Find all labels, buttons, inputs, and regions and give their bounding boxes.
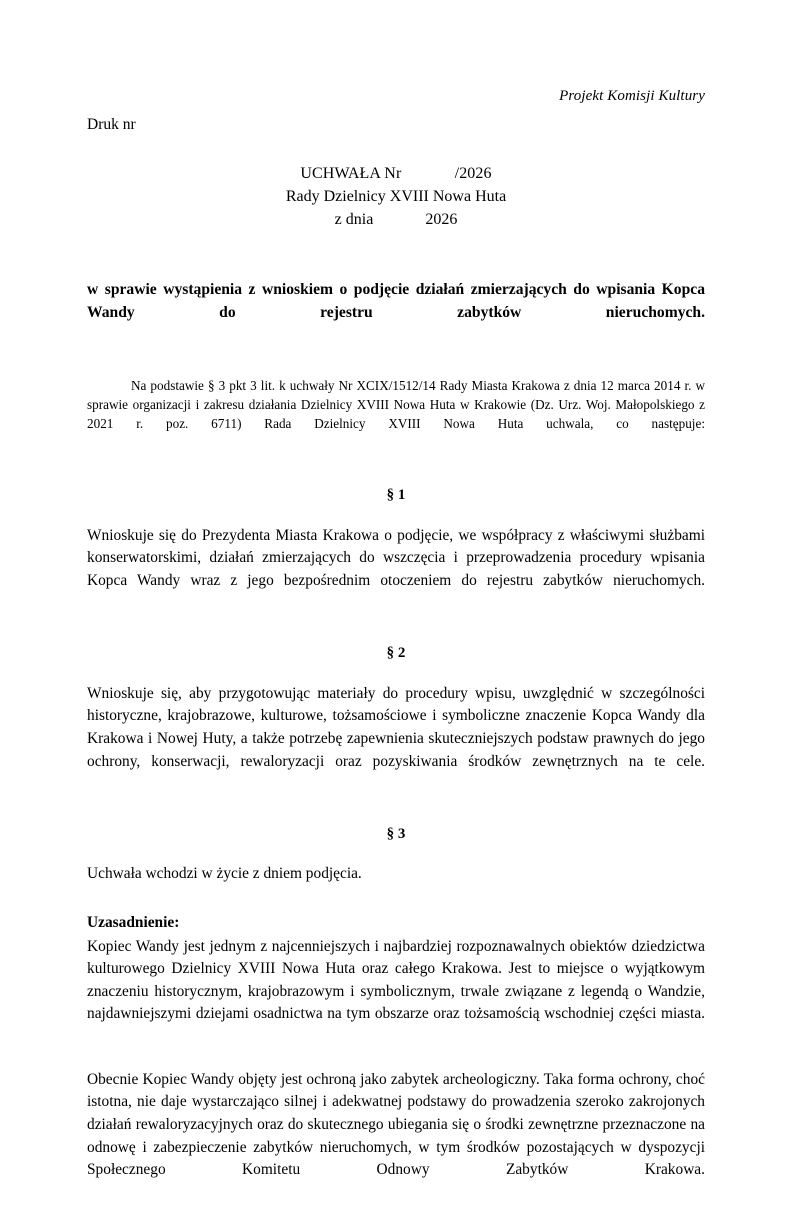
paragraph-marker-3: § 3 bbox=[386, 825, 406, 842]
print-number-label: Druk nr bbox=[87, 116, 136, 134]
resolution-number-line: UCHWAŁA Nr /2026 bbox=[300, 165, 492, 183]
justification-heading: Uzasadnienie: bbox=[87, 914, 180, 931]
paragraph-marker-2: § 2 bbox=[386, 645, 406, 662]
resolution-title-block bbox=[87, 136, 705, 231]
paragraph-marker-1: § 1 bbox=[386, 487, 406, 504]
justification-paragraph-1: Kopiec Wandy jest jednym z najcenniejszych i najbardziej rozpoznawalnych obiektów dziedzictwa kulturowego Dzielnicy XVIII Nowa Huta oraz całego Krakowa. Jest to miejsce o wyjątkowym znaczeniu historycznym, krajobrazowym i symbolicznym, trwale związane z legendą o Wandzie, najdawniejszymi dziejami osadnictwa na tym obszarze oraz tożsamością wschodniej części miasta. bbox=[87, 937, 705, 1023]
paragraph-body-3: Uchwała wchodzi w życie z dniem podjęcia. bbox=[87, 865, 362, 883]
paragraph-body-1: Wnioskuje się do Prezydenta Miasta Krakowa o podjęcie, we współpracy z właściwymi służbami konserwatorskimi, działań zmierzających do wszczęcia i przeprowadzenia procedury wpisania Kopca Wandy wraz z jego bezpośrednim otoczeniem do rejestru zabytków nieruchomych. bbox=[87, 526, 705, 589]
justification-paragraph-2: Obecnie Kopiec Wandy objęty jest ochroną jako zabytek archeologiczny. Taka forma ochrony, choć istotna, nie daje wystarczająco silnej i adekwatnej podstawy do prowadzenia szeroko zakrojonych działań rewaloryzacyjnych oraz do skutecznego ubiegania się o środki zewnętrzne przeznaczone na odnowę i zabezpieczenie zabytków nieruchomych, w tym środków pozostających w dyspozycji Społecznego Komitetu Odnowy Zabytków Krakowa. bbox=[87, 1070, 705, 1179]
legal-basis-paragraph: Na podstawie § 3 pkt 3 lit. k uchwały Nr XCIX/1512/14 Rady Miasta Krakowa z dnia 12 marca 2014 r. w sprawie organizacji i zakresu działania Dzielnicy XVIII Nowa Huta w Krakowie (Dz. Urz. Woj. Małopolskiego z 2021 r. poz. 6711) Rada Dzielnicy XVIII Nowa Huta uchwala, co następuje: bbox=[87, 378, 705, 431]
paragraph-body-2: Wnioskuje się, aby przygotowując materiały do procedury wpisu, uwzględnić w szczególności historyczne, krajobrazowe, kulturowe, tożsamościowe i symboliczne znaczenie Kopca Wandy dla Krakowa i Nowej Huty, a także potrzebę zapewnienia skuteczniejszych podstaw prawnych do jego ochrony, konserwacji, rewaloryzacji oraz pozyskiwania środków zewnętrznych na te cele. bbox=[87, 684, 705, 770]
project-committee-note: Projekt Komisji Kultury bbox=[559, 88, 705, 104]
resolution-subject: w sprawie wystąpienia z wnioskiem o podjęcie działań zmierzających do wpisania Kopca Wandy do rejestru zabytków nieruchomych. bbox=[87, 281, 705, 321]
resolution-council-line: Rady Dzielnicy XVIII Nowa Huta bbox=[285, 187, 507, 205]
resolution-date-line: z dnia 2026 bbox=[334, 210, 458, 228]
